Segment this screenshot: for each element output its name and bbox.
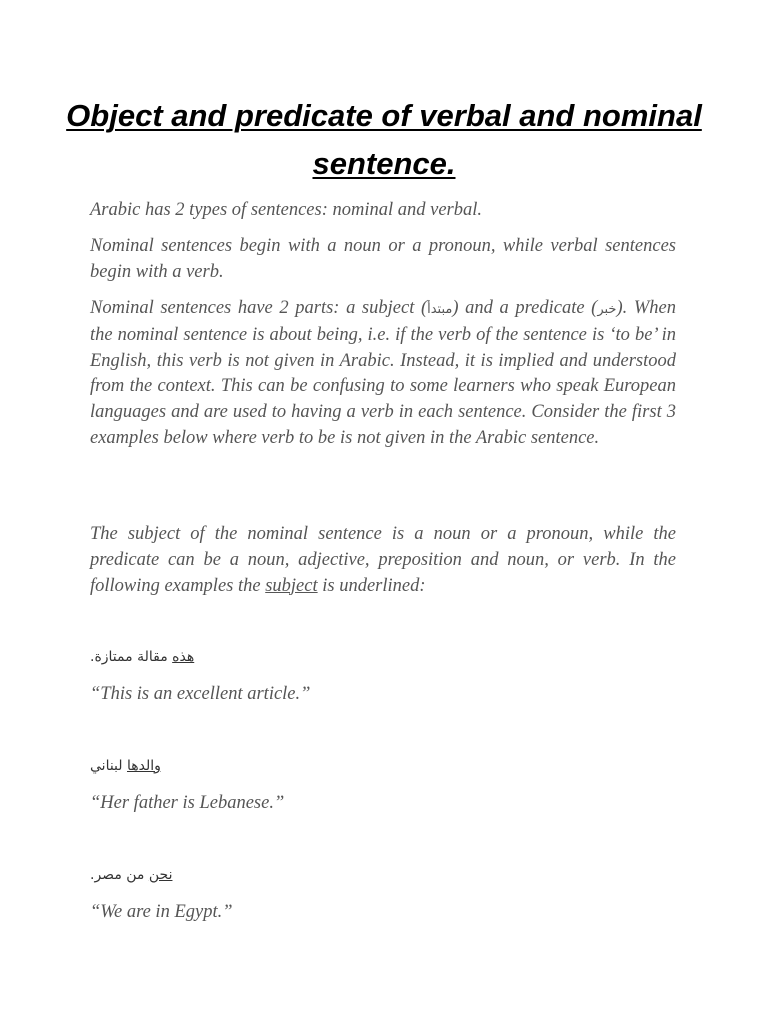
english-translation-2: “Her father is Lebanese.”: [90, 793, 285, 813]
arabic-example-3: [90, 863, 172, 887]
document-title: Object and predicate of verbal and nominal sentence.: [66, 98, 702, 181]
paragraph-sentence-types: Arabic has 2 types of sentences: nominal and verbal.: [90, 200, 483, 220]
paragraph-sentence-beginnings: Nominal sentences begin with a noun or a pronoun, while verbal sentences begin with a verb.: [90, 236, 676, 282]
underlined-word-subject: subject: [265, 575, 318, 596]
paragraph-text: ) and a predicate (: [452, 298, 598, 318]
arabic-predicate: مقالة ممتازة.: [90, 649, 173, 665]
arabic-example-1: [90, 645, 194, 669]
paragraph-text: ). When the nominal sentence is about being, i.e. if the verb of the sentence is ‘to be’ in English, this verb is not given in Arabic. Instead, it is implied and understood from the context. This can be confusing to some learners who speak European languages and are used to having a verb in each sentence. Consider the first 3 examples below where verb to be is not given in the Arabic sentence.: [90, 298, 676, 448]
english-translation-1: “This is an excellent article.”: [90, 684, 311, 704]
paragraph-nominal-parts: [90, 296, 676, 452]
arabic-subject: هذه: [172, 649, 195, 665]
english-translation-3: “We are in Egypt.”: [90, 902, 233, 922]
paragraph-text: Nominal sentences have 2 parts: a subject (: [90, 298, 428, 318]
arabic-term-predicate: خبر: [597, 302, 617, 317]
arabic-term-subject: مبتدأ: [427, 302, 453, 317]
paragraph-text: The subject of the nominal sentence is a noun or a pronoun, while the predicate can be a noun, adjective, preposition and noun, or verb. In the following examples the: [90, 524, 676, 596]
paragraph-subject-explanation: [90, 522, 676, 599]
paragraph-text: is underlined:: [317, 575, 426, 596]
arabic-subject: والدها: [127, 758, 161, 774]
arabic-subject: نحن: [148, 867, 173, 883]
arabic-predicate: لبناني: [90, 758, 127, 774]
arabic-predicate: من مصر.: [90, 867, 149, 883]
arabic-example-2: [90, 754, 161, 778]
